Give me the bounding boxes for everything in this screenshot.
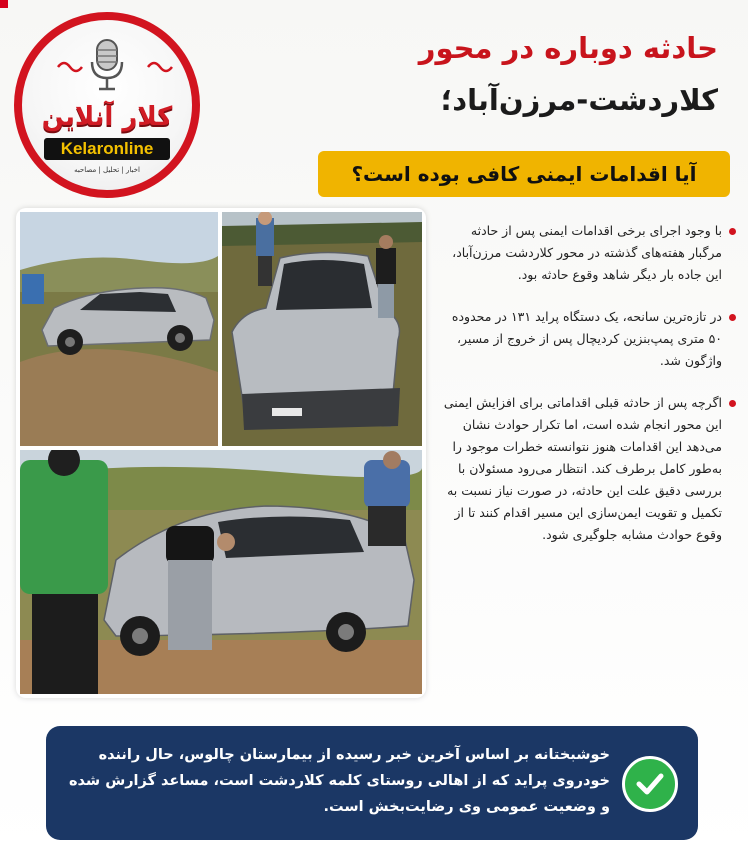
photo-car-front-damage: [222, 212, 422, 446]
photo-men-inspecting-car: [20, 450, 422, 694]
headline: [218, 26, 718, 122]
bullet-dot: [729, 228, 736, 235]
sound-waves-icon: [48, 58, 182, 76]
article-body: [440, 220, 722, 566]
check-icon: [622, 756, 678, 812]
status-note: [46, 726, 698, 840]
brand-name-en: Kelaronline: [44, 138, 170, 160]
corner-mark: [0, 0, 8, 8]
photo-car-side-field: [20, 212, 218, 446]
headline-line-1: حادثه دوباره در محور: [418, 31, 718, 65]
headline-line-2: کلاردشت-مرزن‌آباد؛: [440, 83, 718, 117]
brand-tagline: اخبار | تحلیل | مصاحبه: [74, 166, 140, 174]
bullet-dot: [729, 400, 736, 407]
brand-logo: [14, 12, 200, 198]
article-paragraph: [440, 220, 722, 286]
article-paragraph: [440, 392, 722, 546]
article-paragraph: [440, 306, 722, 372]
headline-question: آیا اقدامات ایمنی کافی بوده است؟: [318, 151, 730, 197]
photo-collage: [16, 208, 426, 698]
article-paragraph-3: اگرچه پس از حادثه قبلی اقداماتی برای افزایش ایمنی این محور انجام شده است، اما تکرار حوادث نشان می‌دهد این اقدامات هنوز نتوانسته خطرات موجود را به‌طور کامل برطرف کند. انتظار می‌رود مسئولان با بررسی دقیق علت این حادثه، در صورت نیاز نسبت به تکمیل و تقویت ایمن‌سازی این مسیر اقدام کنند تا از وقوع حوادث مشابه جلوگیری شود.: [443, 395, 722, 542]
status-note-text: خوشبختانه بر اساس آخرین خبر رسیده از بیمارستان چالوس، حال راننده خودروی پراید که از اهالی روستای کلمه کلاردشت است، مساعد گزارش شده و وضعیت عمومی وی رضایت‌بخش است.: [68, 747, 610, 815]
bullet-dot: [729, 314, 736, 321]
article-paragraph-1: با وجود اجرای برخی اقدامات ایمنی پس از حادثه مرگبار هفته‌های گذشته در محور کلاردشت مرزن‌آباد، این جاده بار دیگر شاهد وقوع حادثه بود.: [452, 223, 722, 282]
brand-name-fa: کلار آنلاین: [41, 102, 173, 132]
article-paragraph-2: در تازه‌ترین سانحه، یک دستگاه پراید ۱۳۱ در محدوده ۵۰ متری پمپ‌بنزین کردیچال پس از خروج از مسیر، واژگون شد.: [451, 309, 722, 368]
